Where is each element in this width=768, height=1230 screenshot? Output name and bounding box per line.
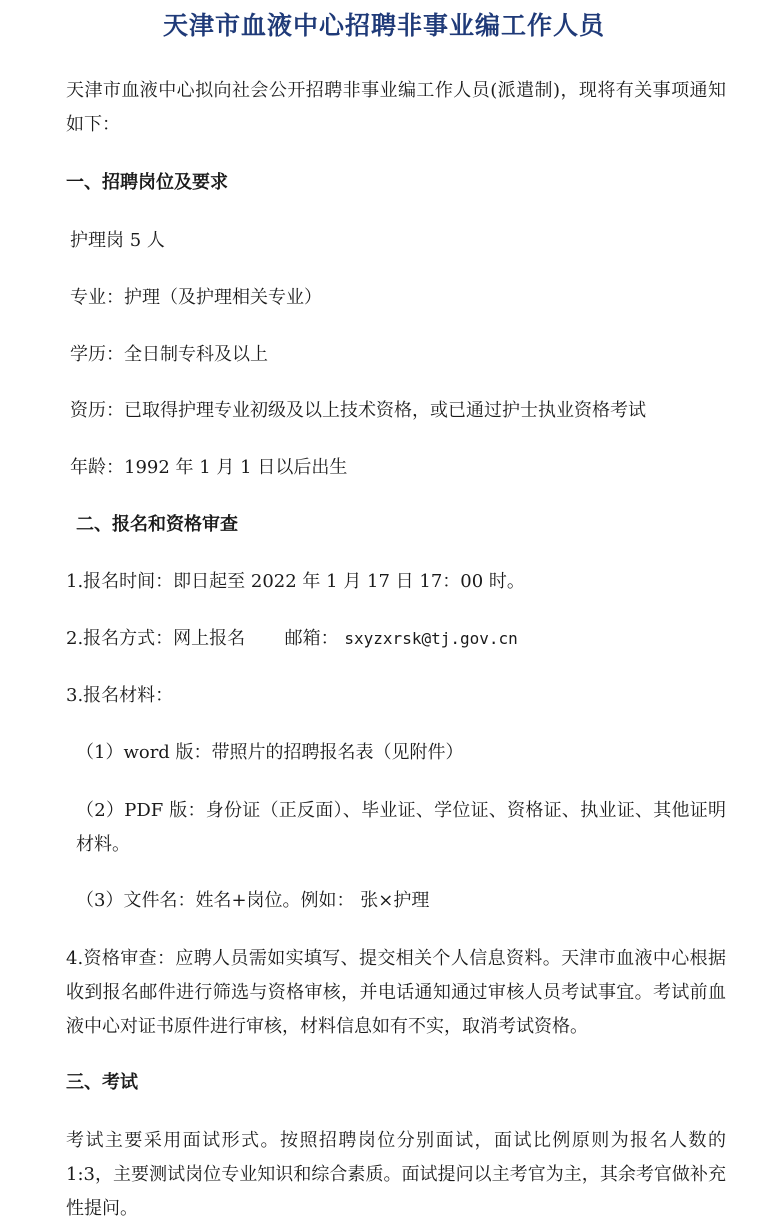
- materials-line: 3.报名材料：: [66, 685, 174, 706]
- review-paragraph: 4.资格审查：应聘人员需如实填写、提交相关个人信息资料。天津市血液中心根据收到报名邮件进行筛选与资格审核，并电话通知通过审核人员考试事宜。考试前血液中心对证书原件进行审核，材料信息如有不实，取消考试资格。: [66, 948, 726, 1037]
- material-item-3: （3）文件名：姓名+岗位。例如： 张×护理: [76, 890, 430, 911]
- qualification-line: 资历：已取得护理专业初级及以上技术资格，或已通过护士执业资格考试: [70, 400, 646, 421]
- education-line: 学历：全日制专科及以上: [70, 344, 268, 365]
- age-line: 年龄：1992 年 1 月 1 日以后出生: [70, 457, 348, 478]
- material-item-1: （1）word 版：带照片的招聘报名表（见附件）: [76, 742, 464, 763]
- email-address: sxyzxrsk@tj.gov.cn: [344, 629, 518, 648]
- position-line: 护理岗 5 人: [70, 230, 165, 251]
- section2-heading: 二、报名和资格审查: [76, 514, 238, 535]
- exam-paragraph: 考试主要采用面试形式。按照招聘岗位分别面试，面试比例原则为报名人数的 1:3，主要测试岗位专业知识和综合素质。面试提问以主考官为主，其余考官做补充性提问。: [66, 1130, 726, 1219]
- page-title: 天津市血液中心招聘非事业编工作人员: [162, 11, 605, 40]
- registration-time: 1.报名时间：即日起至 2022 年 1 月 17 日 17：00 时。: [66, 571, 525, 592]
- section1-heading: 一、招聘岗位及要求: [66, 172, 228, 193]
- registration-method: [66, 624, 518, 654]
- intro-paragraph: 天津市血液中心拟向社会公开招聘非事业编工作人员(派遣制)，现将有关事项通知如下：: [66, 80, 726, 135]
- email-label: 邮箱：: [284, 628, 339, 649]
- major-line: 专业：护理（及护理相关专业）: [70, 287, 322, 308]
- material-item-2: （2）PDF 版：身份证（正反面）、毕业证、学位证、资格证、执业证、其他证明材料。: [76, 800, 726, 855]
- method-label: 2.报名方式：网上报名: [66, 628, 246, 649]
- section3-heading: 三、考试: [66, 1072, 138, 1093]
